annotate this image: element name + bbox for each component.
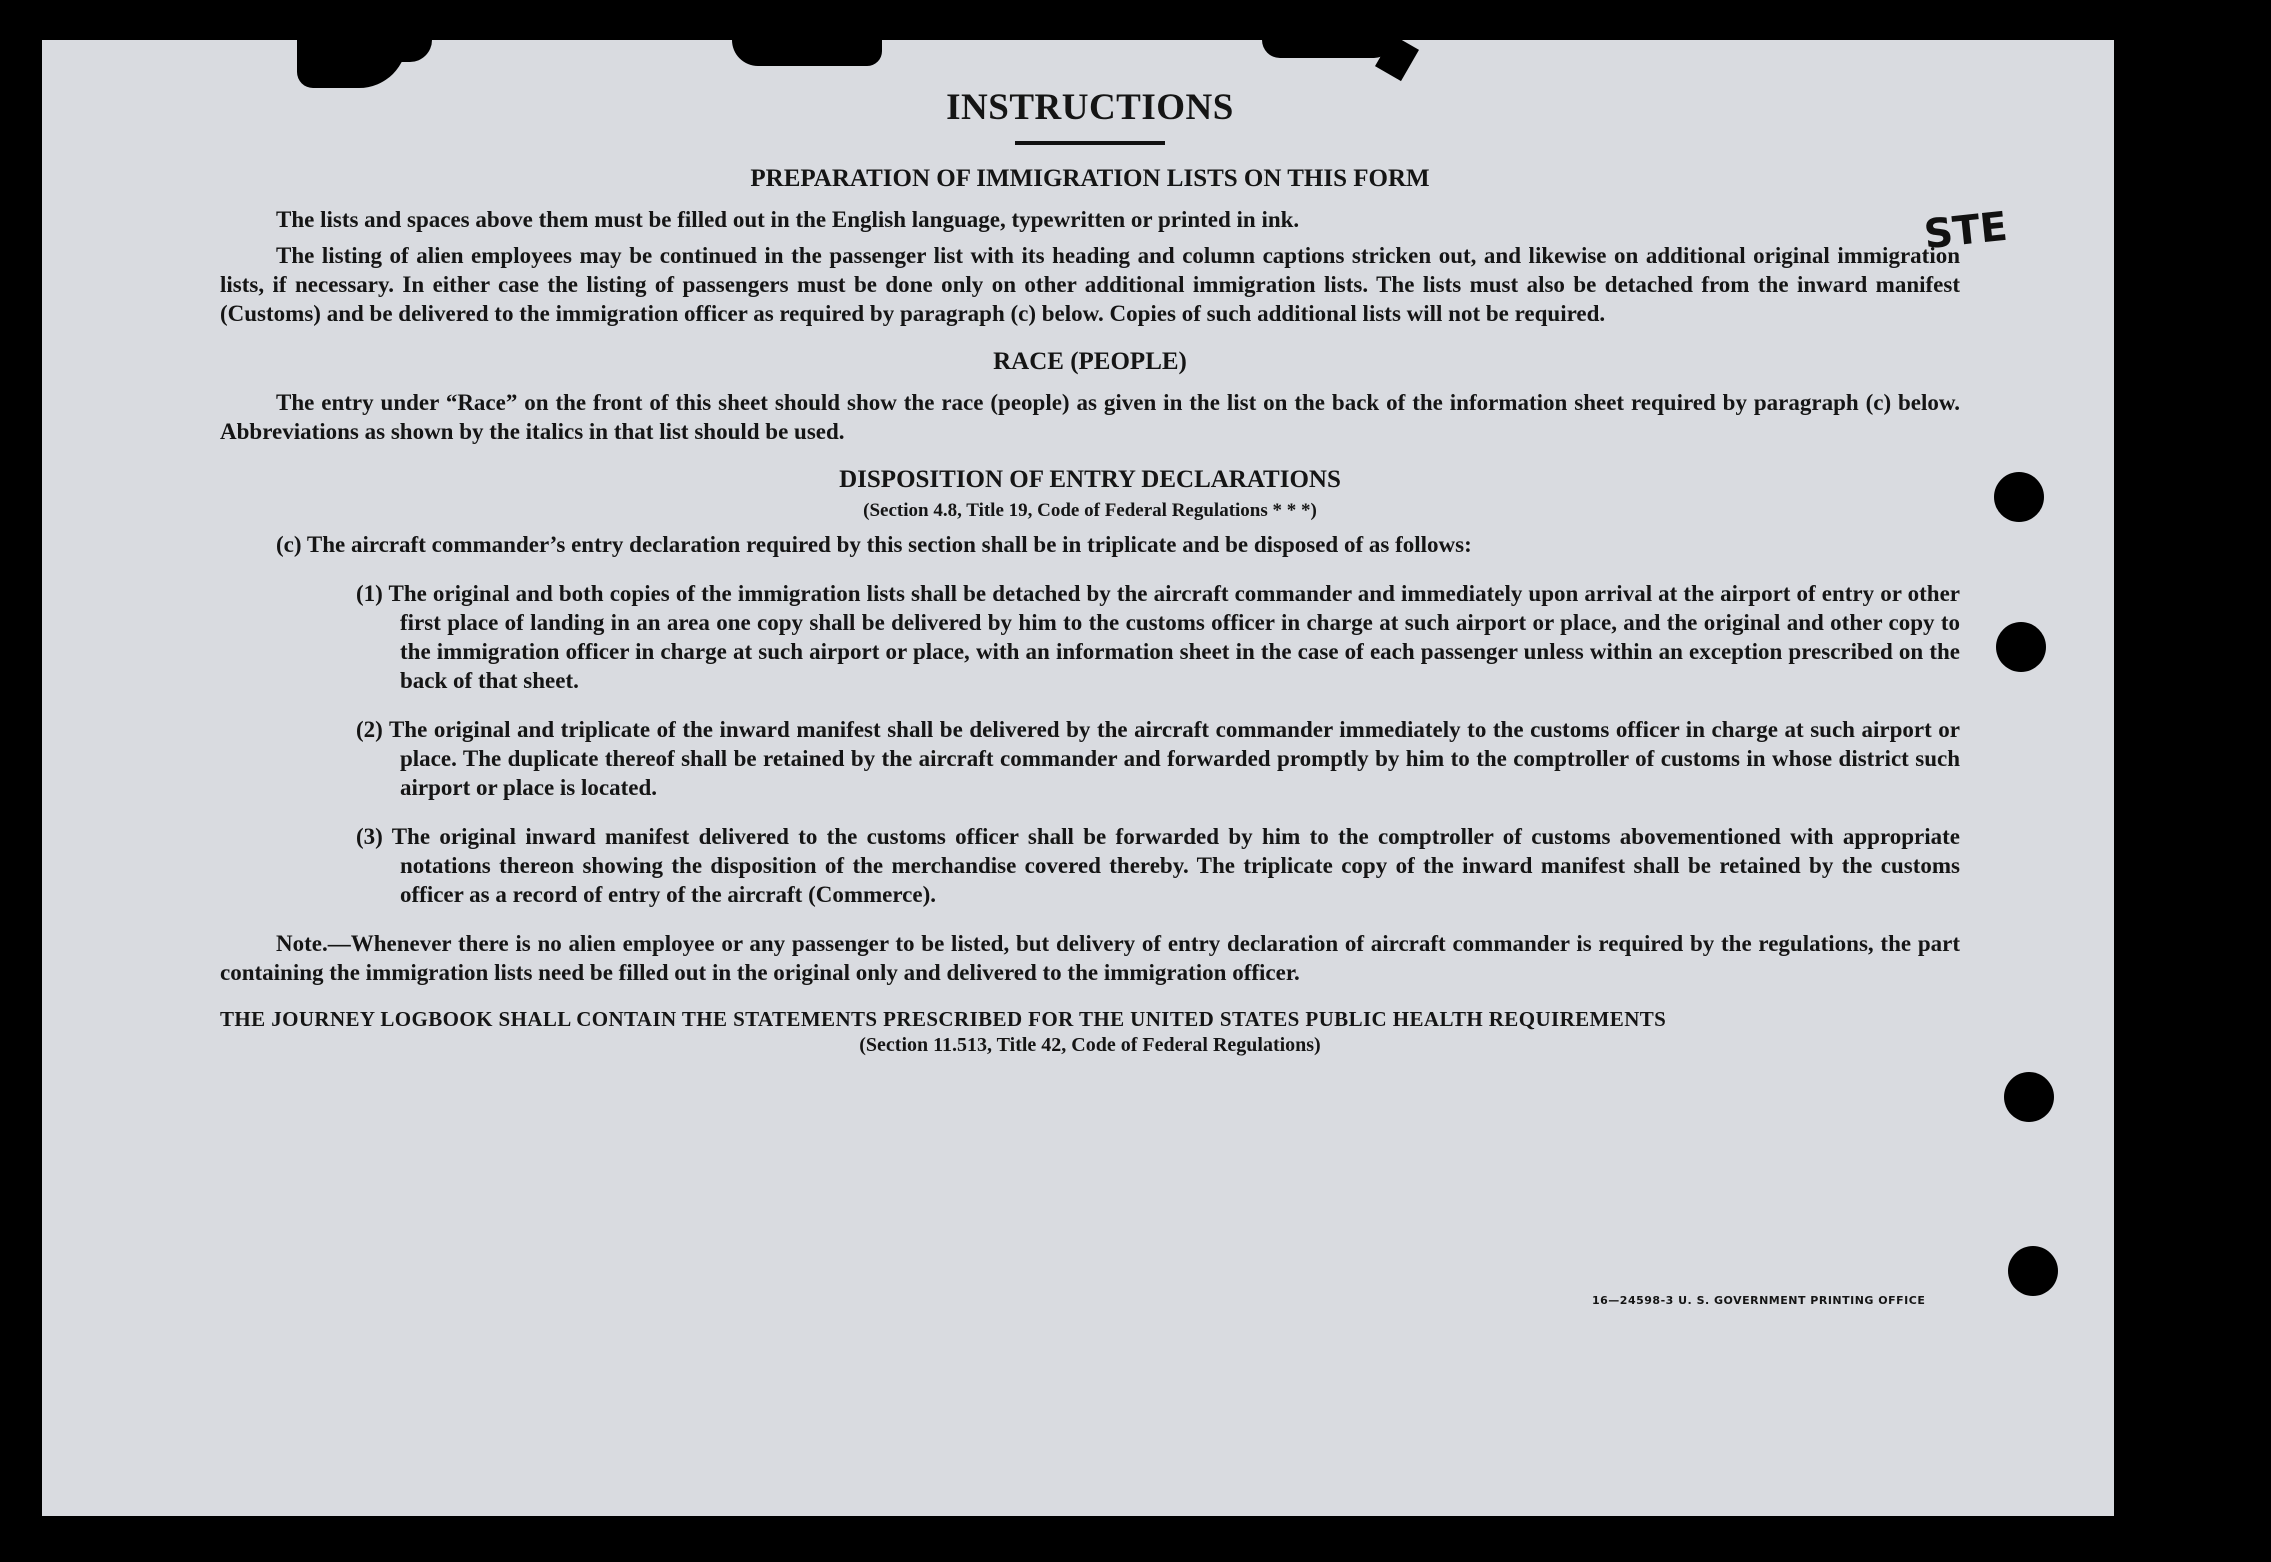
preparation-paragraph-1: The lists and spaces above them must be filled out in the English language, typewritten or printed in ink. — [276, 207, 1300, 232]
race-paragraph: The entry under “Race” on the front of this sheet should show the race (people) as given in the list on the back of the information sheet required by paragraph (c) below. Abbreviations as shown by the italics in that list should be used. — [220, 390, 1960, 444]
torn-edge — [1262, 40, 1392, 58]
disposition-item-2: (2) The original and triplicate of the inward manifest shall be delivered by the aircraft commander immediately to the customs officer in charge at such airport or place. The duplicate thereof shall be retained by the aircraft commander and forwarded promptly by him to the comptroller of customs in whose district such airport or place is located. — [356, 717, 1960, 800]
punch-hole — [1996, 622, 2046, 672]
title-rule — [1015, 141, 1165, 145]
handwritten-mark: STE — [1921, 203, 2010, 259]
punch-hole — [2008, 1246, 2058, 1296]
note-paragraph: Note.—Whenever there is no alien employee or any passenger to be listed, but delivery of entry declaration of aircraft commander is required by the regulations, the part containing the immigration lists need be filled out in the original only and delivered to the immigration officer. — [220, 931, 1960, 985]
disposition-citation: (Section 4.8, Title 19, Code of Federal Regulations * * *) — [863, 500, 1317, 521]
page-title: INSTRUCTIONS — [946, 87, 1234, 128]
logbook-statement: THE JOURNEY LOGBOOK SHALL CONTAIN THE STATEMENTS PRESCRIBED FOR THE UNITED STATES PUBLIC HEALTH REQUIREMENTS — [220, 1007, 1667, 1031]
document-sheet — [42, 40, 2114, 1516]
torn-edge — [732, 40, 882, 66]
disposition-item-3: (3) The original inward manifest delivered to the customs officer shall be forwarded by him to the comptroller of customs abovementioned with appropriate notations thereon showing the disposition of the merchandise covered thereby. The triplicate copy of the inward manifest shall be retained by the customs officer as a record of entry of the aircraft (Commerce). — [356, 824, 1960, 907]
logbook-citation: (Section 11.513, Title 42, Code of Federal Regulations) — [859, 1034, 1321, 1056]
preparation-heading: PREPARATION OF IMMIGRATION LISTS ON THIS FORM — [750, 165, 1430, 192]
disposition-item-1: (1) The original and both copies of the immigration lists shall be detached by the aircraft commander and immediately upon arrival at the airport of entry or other first place of landing in an area one copy shall be delivered by him to the customs officer in charge at such airport or place, and the original and other copy to the immigration officer in charge at such airport or place, with an information sheet in the case of each passenger unless within an exception prescribed on the back of that sheet. — [356, 581, 1960, 693]
punch-hole — [1994, 472, 2044, 522]
race-heading: RACE (PEOPLE) — [993, 348, 1187, 375]
disposition-intro: (c) The aircraft commander’s entry declaration required by this section shall be in triplicate and be disposed of as follows: — [276, 532, 1472, 557]
printing-office-imprint: 16—24598-3 U. S. GOVERNMENT PRINTING OFFICE — [1592, 1294, 1926, 1307]
disposition-heading: DISPOSITION OF ENTRY DECLARATIONS — [839, 466, 1341, 493]
punch-hole — [2004, 1072, 2054, 1122]
preparation-paragraph-2: The listing of alien employees may be continued in the passenger list with its heading and column captions stricken out, and likewise on additional original immigration lists, if necessary. In either case the listing of passengers must be done only on other additional immigration lists. The lists must also be detached from the inward manifest (Customs) and be delivered to the immigration officer as required by paragraph (c) below. Copies of such additional lists will not be required. — [220, 243, 1960, 326]
instructions-body — [220, 86, 1960, 1057]
